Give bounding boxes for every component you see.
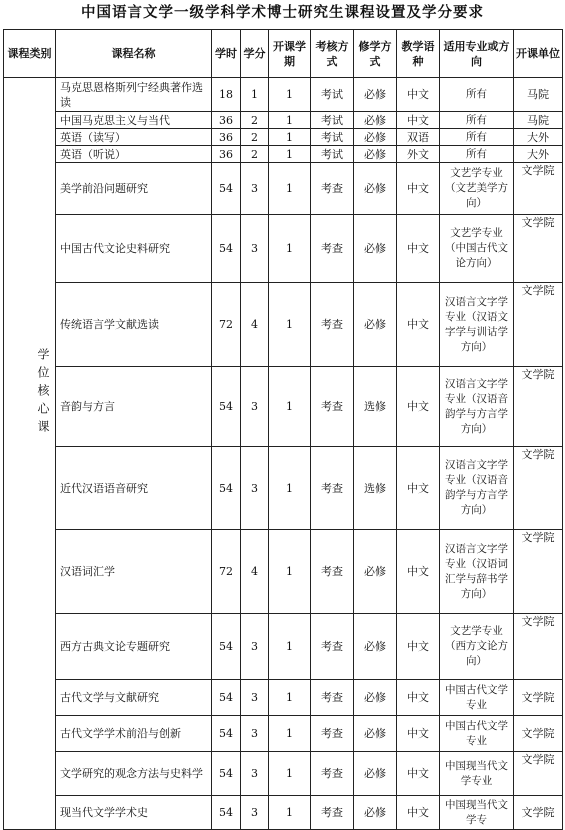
term-cell: 1 [269, 129, 311, 146]
course-name-cell: 西方古典文论专题研究 [56, 614, 212, 680]
header-unit: 开课单位 [514, 30, 563, 78]
course-name-cell: 英语（读写） [56, 129, 212, 146]
table-row [4, 716, 563, 752]
header-exam: 考核方式 [311, 30, 354, 78]
hours-cell: 54 [212, 752, 241, 796]
credits-cell: 3 [241, 796, 269, 830]
course-name-cell: 马克思恩格斯列宁经典著作选读 [56, 78, 212, 112]
table-row [4, 680, 563, 716]
mode-cell: 必修 [354, 112, 397, 129]
course-name-cell: 现当代文学学术史 [56, 796, 212, 830]
direction-cell: 所有 [440, 112, 514, 129]
language-cell: 中文 [397, 367, 440, 447]
table-row [4, 752, 563, 796]
hours-cell: 72 [212, 530, 241, 614]
header-category: 课程类别 [4, 30, 56, 78]
hours-cell: 54 [212, 163, 241, 215]
exam-cell: 考查 [311, 447, 354, 530]
direction-cell: 汉语言文字学专业（汉语音韵学与方言学方向） [440, 447, 514, 530]
term-cell: 1 [269, 447, 311, 530]
unit-cell: 文学院 [514, 530, 563, 614]
exam-cell: 考查 [311, 530, 354, 614]
unit-cell: 文学院 [514, 283, 563, 367]
table-row [4, 447, 563, 530]
language-cell: 中文 [397, 716, 440, 752]
term-cell: 1 [269, 215, 311, 283]
table-row [4, 530, 563, 614]
hours-cell: 54 [212, 215, 241, 283]
table-row [4, 215, 563, 283]
header-mode: 修学方式 [354, 30, 397, 78]
header-row [4, 30, 563, 78]
language-cell: 中文 [397, 163, 440, 215]
course-name-cell: 中国马克思主义与当代 [56, 112, 212, 129]
term-cell: 1 [269, 614, 311, 680]
exam-cell: 考试 [311, 112, 354, 129]
exam-cell: 考查 [311, 614, 354, 680]
credits-cell: 3 [241, 447, 269, 530]
header-direction: 适用专业或方向 [440, 30, 514, 78]
course-name-cell: 传统语言学文献选读 [56, 283, 212, 367]
course-name-cell: 古代文学学术前沿与创新 [56, 716, 212, 752]
mode-cell: 必修 [354, 283, 397, 367]
hours-cell: 54 [212, 680, 241, 716]
language-cell: 外文 [397, 146, 440, 163]
unit-cell: 马院 [514, 112, 563, 129]
language-cell: 中文 [397, 752, 440, 796]
mode-cell: 必修 [354, 752, 397, 796]
unit-cell: 文学院 [514, 680, 563, 716]
unit-cell: 文学院 [514, 796, 563, 830]
unit-cell: 文学院 [514, 215, 563, 283]
exam-cell: 考试 [311, 78, 354, 112]
unit-cell: 文学院 [514, 367, 563, 447]
hours-cell: 36 [212, 146, 241, 163]
hours-cell: 54 [212, 447, 241, 530]
category-cell [4, 78, 56, 830]
course-name-cell: 中国古代文论史料研究 [56, 215, 212, 283]
direction-cell: 汉语言文字学专业（汉语词汇学与辞书学方向） [440, 530, 514, 614]
unit-cell: 大外 [514, 146, 563, 163]
unit-cell: 文学院 [514, 614, 563, 680]
language-cell: 中文 [397, 680, 440, 716]
mode-cell: 必修 [354, 129, 397, 146]
unit-cell: 文学院 [514, 163, 563, 215]
exam-cell: 考查 [311, 163, 354, 215]
credits-cell: 4 [241, 283, 269, 367]
direction-cell: 文艺学专业（文艺美学方向） [440, 163, 514, 215]
unit-cell: 马院 [514, 78, 563, 112]
header-hours: 学时 [212, 30, 241, 78]
term-cell: 1 [269, 716, 311, 752]
table-row [4, 129, 563, 146]
hours-cell: 18 [212, 78, 241, 112]
table-row [4, 112, 563, 129]
term-cell: 1 [269, 146, 311, 163]
direction-cell: 文艺学专业（西方文论方向） [440, 614, 514, 680]
mode-cell: 必修 [354, 78, 397, 112]
hours-cell: 54 [212, 367, 241, 447]
hours-cell: 72 [212, 283, 241, 367]
exam-cell: 考试 [311, 129, 354, 146]
exam-cell: 考试 [311, 146, 354, 163]
credits-cell: 2 [241, 146, 269, 163]
course-name-cell: 英语（听说） [56, 146, 212, 163]
unit-cell: 文学院 [514, 716, 563, 752]
unit-cell: 大外 [514, 129, 563, 146]
direction-cell: 所有 [440, 129, 514, 146]
credits-cell: 3 [241, 680, 269, 716]
credits-cell: 3 [241, 215, 269, 283]
language-cell: 双语 [397, 129, 440, 146]
hours-cell: 54 [212, 796, 241, 830]
direction-cell: 中国古代文学专业 [440, 680, 514, 716]
hours-cell: 36 [212, 129, 241, 146]
direction-cell: 所有 [440, 146, 514, 163]
header-course-name: 课程名称 [56, 30, 212, 78]
exam-cell: 考查 [311, 796, 354, 830]
hours-cell: 54 [212, 614, 241, 680]
term-cell: 1 [269, 163, 311, 215]
hours-cell: 54 [212, 716, 241, 752]
term-cell: 1 [269, 112, 311, 129]
exam-cell: 考查 [311, 716, 354, 752]
direction-cell: 汉语言文字学专业（汉语音韵学与方言学方向） [440, 367, 514, 447]
header-language: 教学语种 [397, 30, 440, 78]
table-row [4, 163, 563, 215]
direction-cell: 所有 [440, 78, 514, 112]
language-cell: 中文 [397, 447, 440, 530]
term-cell: 1 [269, 367, 311, 447]
term-cell: 1 [269, 752, 311, 796]
credits-cell: 3 [241, 752, 269, 796]
mode-cell: 必修 [354, 163, 397, 215]
course-name-cell: 近代汉语语音研究 [56, 447, 212, 530]
mode-cell: 必修 [354, 614, 397, 680]
language-cell: 中文 [397, 215, 440, 283]
table-row [4, 367, 563, 447]
course-table [3, 29, 563, 830]
credits-cell: 2 [241, 112, 269, 129]
course-name-cell: 音韵与方言 [56, 367, 212, 447]
term-cell: 1 [269, 680, 311, 716]
table-row [4, 78, 563, 112]
language-cell: 中文 [397, 614, 440, 680]
category-label: 学位核心课 [36, 348, 50, 438]
direction-cell: 汉语言文字学专业（汉语文字学与训诂学方向） [440, 283, 514, 367]
table-row [4, 796, 563, 830]
direction-cell: 文艺学专业（中国古代文论方向） [440, 215, 514, 283]
mode-cell: 选修 [354, 367, 397, 447]
exam-cell: 考查 [311, 680, 354, 716]
table-row [4, 614, 563, 680]
mode-cell: 选修 [354, 447, 397, 530]
mode-cell: 必修 [354, 530, 397, 614]
language-cell: 中文 [397, 530, 440, 614]
credits-cell: 3 [241, 367, 269, 447]
course-name-cell: 古代文学与文献研究 [56, 680, 212, 716]
term-cell: 1 [269, 530, 311, 614]
credits-cell: 3 [241, 163, 269, 215]
mode-cell: 必修 [354, 215, 397, 283]
mode-cell: 必修 [354, 716, 397, 752]
exam-cell: 考查 [311, 283, 354, 367]
exam-cell: 考查 [311, 367, 354, 447]
direction-cell: 中国现当代文学专业 [440, 752, 514, 796]
language-cell: 中文 [397, 283, 440, 367]
unit-cell: 文学院 [514, 752, 563, 796]
term-cell: 1 [269, 283, 311, 367]
term-cell: 1 [269, 796, 311, 830]
credits-cell: 4 [241, 530, 269, 614]
header-credits: 学分 [241, 30, 269, 78]
mode-cell: 必修 [354, 680, 397, 716]
direction-cell: 中国现当代文学专 [440, 796, 514, 830]
direction-cell: 中国古代文学专业 [440, 716, 514, 752]
language-cell: 中文 [397, 796, 440, 830]
credits-cell: 1 [241, 78, 269, 112]
mode-cell: 必修 [354, 796, 397, 830]
unit-cell: 文学院 [514, 447, 563, 530]
exam-cell: 考查 [311, 752, 354, 796]
course-name-cell: 文学研究的观念方法与史料学 [56, 752, 212, 796]
course-name-cell: 美学前沿问题研究 [56, 163, 212, 215]
table-row [4, 146, 563, 163]
hours-cell: 36 [212, 112, 241, 129]
exam-cell: 考查 [311, 215, 354, 283]
document-title: 中国语言文学一级学科学术博士研究生课程设置及学分要求 [81, 4, 484, 21]
credits-cell: 3 [241, 716, 269, 752]
course-name-cell: 汉语词汇学 [56, 530, 212, 614]
term-cell: 1 [269, 78, 311, 112]
mode-cell: 必修 [354, 146, 397, 163]
header-term: 开课学期 [269, 30, 311, 78]
credits-cell: 3 [241, 614, 269, 680]
language-cell: 中文 [397, 78, 440, 112]
language-cell: 中文 [397, 112, 440, 129]
credits-cell: 2 [241, 129, 269, 146]
table-row [4, 283, 563, 367]
